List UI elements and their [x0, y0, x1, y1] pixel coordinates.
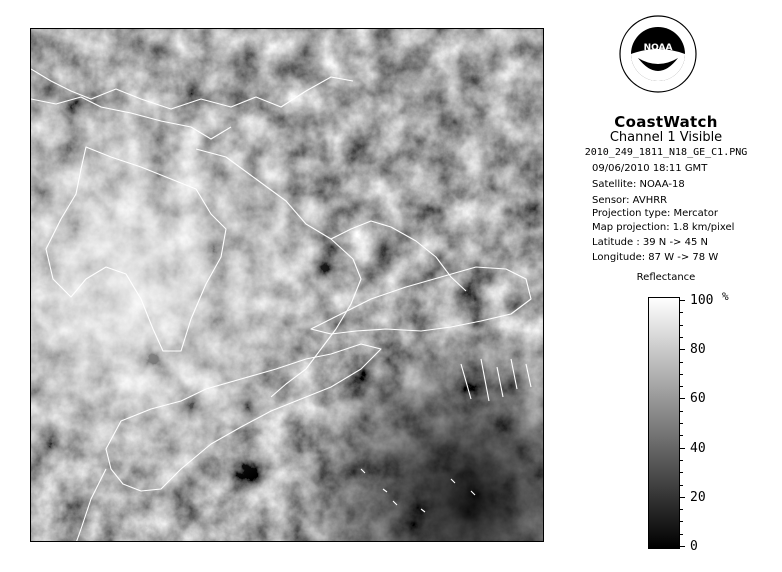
colorbar-minor-tick — [680, 435, 683, 436]
colorbar-minor-tick — [680, 337, 683, 338]
colorbar-tick-label: 80 — [690, 342, 706, 358]
colorbar-minor-tick — [680, 472, 683, 473]
colorbar-minor-tick — [680, 423, 683, 424]
colorbar-minor-tick — [680, 362, 683, 363]
colorbar-minor-tick — [680, 386, 683, 387]
colorbar-tick-label: 0 — [690, 539, 698, 554]
colorbar-tick-label: 60 — [690, 391, 706, 407]
noaa-logo — [618, 14, 698, 94]
colorbar-minor-tick — [680, 411, 683, 412]
colorbar-tick — [680, 300, 685, 301]
colorbar-tick — [680, 497, 685, 498]
reflectance-colorbar — [648, 297, 680, 549]
colorbar-tick — [680, 448, 685, 449]
channel-title: Channel 1 Visible — [609, 130, 723, 145]
colorbar-minor-tick — [680, 521, 683, 522]
projection-type: Projection type: Mercator — [592, 208, 718, 219]
satellite-image-svg — [31, 29, 544, 542]
colorbar-tick-label: 40 — [690, 440, 706, 456]
clear-sky-region — [31, 29, 544, 542]
colorbar-minor-tick — [680, 509, 683, 510]
colorbar-minor-tick — [680, 534, 683, 535]
datetime: 09/06/2010 18:11 GMT — [592, 163, 708, 174]
colorbar-tick — [680, 398, 685, 399]
colorbar-minor-tick — [680, 325, 683, 326]
colorbar-unit: % — [722, 290, 729, 303]
satellite: Satellite: NOAA-18 — [592, 179, 685, 190]
colorbar-tick — [680, 349, 685, 350]
map-projection: Map projection: 1.8 km/pixel — [592, 222, 735, 233]
colorbar-minor-tick — [680, 460, 683, 461]
colorbar-minor-tick — [680, 485, 683, 486]
satellite-image — [30, 28, 544, 542]
colorbar-minor-tick — [680, 374, 683, 375]
colorbar-title: Reflectance — [636, 272, 696, 283]
colorbar-tick — [680, 546, 685, 547]
colorbar-tick-label: 20 — [690, 489, 706, 505]
colorbar-tick-label: 100 — [690, 293, 714, 308]
brand-title: CoastWatch — [614, 113, 718, 131]
filename: 2010_249_1811_N18_GE_C1.PNG — [584, 147, 748, 158]
colorbar-minor-tick — [680, 312, 683, 313]
sensor: Sensor: AVHRR — [592, 195, 668, 206]
svg-text:NOAA: NOAA — [643, 43, 673, 53]
latitude: Latitude : 39 N -> 45 N — [592, 237, 708, 248]
longitude: Longitude: 87 W -> 78 W — [592, 252, 719, 263]
